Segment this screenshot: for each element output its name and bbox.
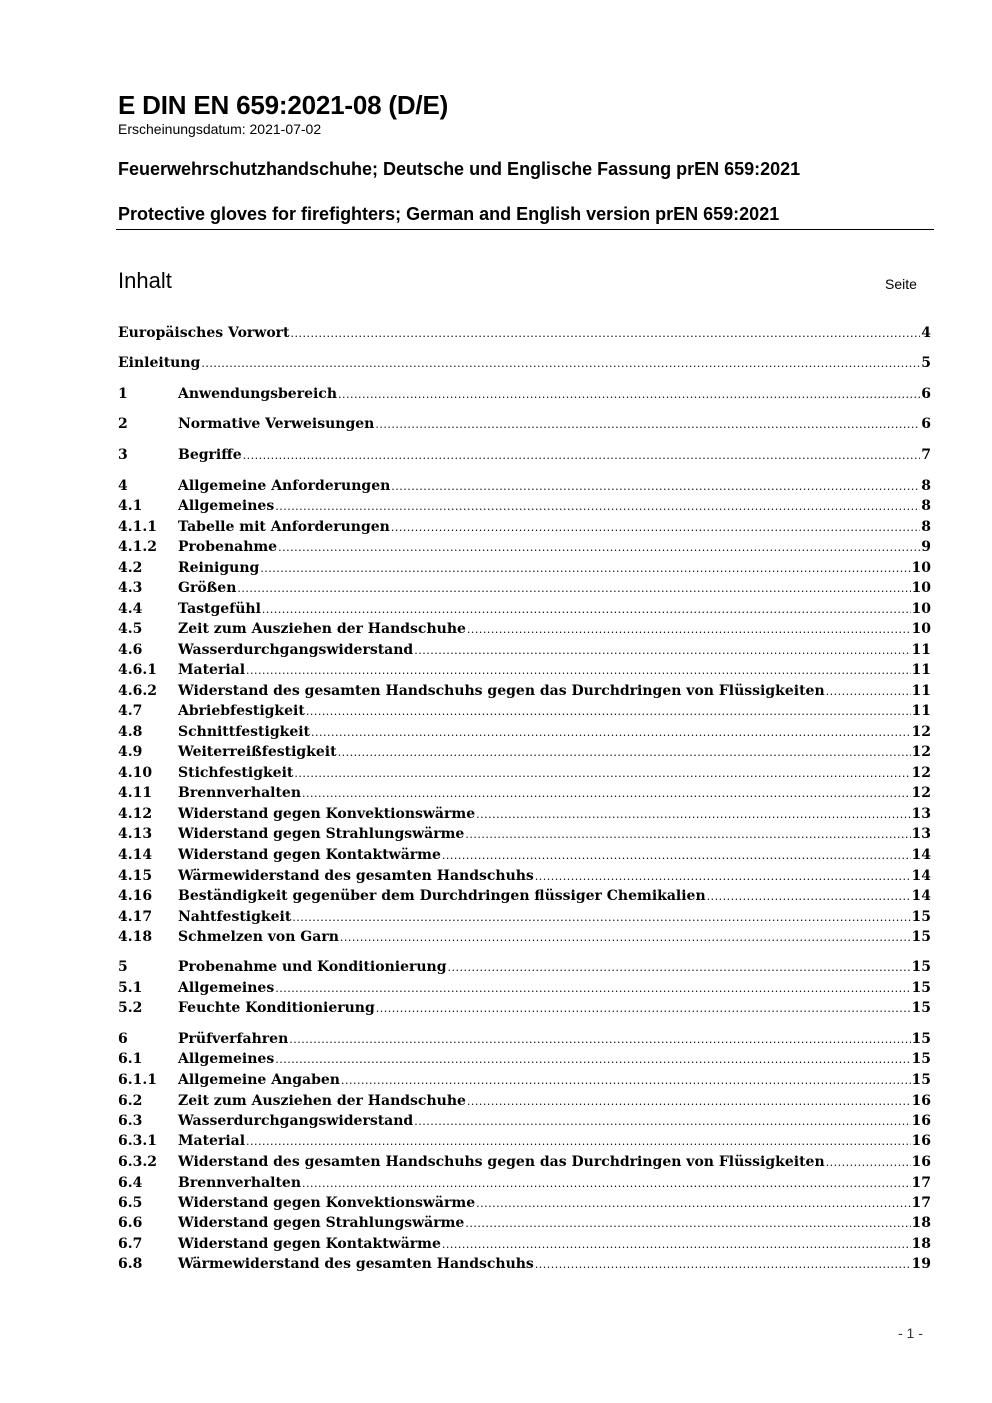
toc-entry-page: 18 bbox=[911, 1215, 931, 1231]
toc-entry[interactable] bbox=[118, 847, 931, 867]
toc-entry-number: 4.9 bbox=[118, 744, 143, 760]
toc-entry-title: Widerstand gegen Strahlungswärme bbox=[178, 1215, 465, 1231]
toc-entry-page: 8 bbox=[921, 498, 931, 514]
toc-entry-title: Widerstand gegen Konvektionswärme bbox=[178, 806, 476, 822]
toc-entry-number: 4.6.2 bbox=[118, 683, 157, 699]
toc-entry-page: 5 bbox=[921, 355, 931, 371]
title-english: Protective gloves for firefighters; German and English version prEN 659:2021 bbox=[118, 204, 780, 224]
toc-entry-page: 14 bbox=[911, 868, 931, 884]
toc-entry-number: 6.8 bbox=[118, 1256, 143, 1272]
toc-dot-leader bbox=[275, 982, 910, 995]
toc-entry[interactable] bbox=[118, 539, 931, 559]
toc-dot-leader bbox=[442, 849, 911, 862]
toc-entry-title: Schnittfestigkeit bbox=[178, 724, 311, 740]
toc-entry-number: 4.2 bbox=[118, 560, 143, 576]
toc-entry[interactable] bbox=[118, 909, 931, 929]
toc-entry-number: 6.1.1 bbox=[118, 1072, 157, 1088]
toc-dot-leader bbox=[278, 541, 920, 554]
toc-entry-number: 2 bbox=[118, 416, 128, 432]
toc-entry-number: 4.12 bbox=[118, 806, 153, 822]
toc-entry-number: 5.1 bbox=[118, 980, 143, 996]
toc-dot-leader bbox=[338, 746, 911, 759]
toc-entry[interactable] bbox=[118, 980, 931, 1000]
toc-entry[interactable] bbox=[118, 724, 931, 744]
toc-dot-leader bbox=[535, 1258, 911, 1271]
toc-dot-leader bbox=[476, 808, 910, 821]
toc-entry-title: Allgemeine Angaben bbox=[178, 1072, 340, 1088]
toc-entry-title: Größen bbox=[178, 580, 237, 596]
toc-entry-page: 12 bbox=[911, 765, 931, 781]
toc-entry-page: 13 bbox=[911, 826, 931, 842]
toc-dot-leader bbox=[391, 521, 920, 534]
toc-dot-leader bbox=[289, 1033, 910, 1046]
toc-entry-page: 10 bbox=[911, 621, 931, 637]
toc-heading: Inhalt bbox=[118, 268, 172, 293]
toc-entry-number: 6.2 bbox=[118, 1093, 143, 1109]
toc-entry-page: 14 bbox=[911, 888, 931, 904]
toc-entry-page: 19 bbox=[911, 1256, 931, 1272]
toc-entry-title: Widerstand gegen Kontaktwärme bbox=[178, 847, 441, 863]
toc-entry-number: 4.11 bbox=[118, 785, 153, 801]
toc-entry-page: 12 bbox=[911, 744, 931, 760]
toc-entry-number: 4.1.2 bbox=[118, 539, 157, 555]
toc-entry[interactable] bbox=[118, 386, 931, 406]
title-german: Feuerwehrschutzhandschuhe; Deutsche und Englische Fassung prEN 659:2021 bbox=[118, 159, 801, 179]
toc-entry-number: 5.2 bbox=[118, 1000, 143, 1016]
toc-entry-title: Allgemeine Anforderungen bbox=[178, 478, 391, 494]
toc-entry-page: 11 bbox=[911, 662, 931, 678]
toc-entry[interactable] bbox=[118, 1154, 931, 1174]
toc-entry[interactable] bbox=[118, 744, 931, 764]
toc-entry[interactable] bbox=[118, 447, 931, 467]
toc-dot-leader bbox=[275, 1053, 910, 1066]
toc-entry-number: 6.5 bbox=[118, 1195, 143, 1211]
toc-entry-title: Einleitung bbox=[118, 355, 201, 371]
toc-entry[interactable] bbox=[118, 868, 931, 888]
toc-entry[interactable] bbox=[118, 806, 931, 826]
toc-entry[interactable] bbox=[118, 1215, 931, 1235]
toc-entry-title: Abriebfestigkeit bbox=[178, 703, 305, 719]
toc-entry-title: Widerstand gegen Konvektionswärme bbox=[178, 1195, 476, 1211]
toc-entry-number: 3 bbox=[118, 447, 128, 463]
toc-dot-leader bbox=[292, 911, 910, 924]
toc-entry-number: 4.17 bbox=[118, 909, 153, 925]
toc-entry-title: Probenahme und Konditionierung bbox=[178, 959, 447, 975]
toc-entry[interactable] bbox=[118, 1072, 931, 1092]
toc-dot-leader bbox=[302, 1177, 911, 1190]
toc-entry[interactable] bbox=[118, 1133, 931, 1153]
toc-entry[interactable] bbox=[118, 826, 931, 846]
toc-entry[interactable] bbox=[118, 601, 931, 621]
toc-dot-leader bbox=[465, 1217, 910, 1230]
toc-dot-leader bbox=[476, 1197, 910, 1210]
toc-entry-number: 4.4 bbox=[118, 601, 143, 617]
toc-entry-title: Zeit zum Ausziehen der Handschuhe bbox=[178, 1093, 466, 1109]
toc-dot-leader bbox=[375, 418, 920, 431]
toc-entry-title: Allgemeines bbox=[178, 980, 275, 996]
toc-entry-title: Brennverhalten bbox=[178, 785, 302, 801]
toc-dot-leader bbox=[338, 388, 920, 401]
toc-entry[interactable] bbox=[118, 785, 931, 805]
toc-entry-page: 8 bbox=[921, 519, 931, 535]
toc-entry-number: 1 bbox=[118, 386, 128, 402]
toc-entry-number: 4.8 bbox=[118, 724, 143, 740]
toc-entry-page: 15 bbox=[911, 1000, 931, 1016]
toc-entry-title: Europäisches Vorwort bbox=[118, 325, 290, 341]
toc-entry[interactable] bbox=[118, 765, 931, 785]
toc-entry-title: Widerstand gegen Strahlungswärme bbox=[178, 826, 465, 842]
toc-entry-number: 4.6.1 bbox=[118, 662, 157, 678]
toc-entry-title: Brennverhalten bbox=[178, 1175, 302, 1191]
toc-entry-title: Wärmewiderstand des gesamten Handschuhs bbox=[178, 1256, 534, 1272]
toc-entry[interactable] bbox=[118, 642, 931, 662]
toc-entry-number: 4.6 bbox=[118, 642, 143, 658]
toc-dot-leader bbox=[465, 828, 910, 841]
toc-entry[interactable] bbox=[118, 580, 931, 600]
toc-dot-leader bbox=[341, 1074, 911, 1087]
toc-entry-page: 6 bbox=[921, 386, 931, 402]
toc-entry-page: 15 bbox=[911, 909, 931, 925]
toc-entry-page: 17 bbox=[911, 1195, 931, 1211]
toc-entry[interactable] bbox=[118, 959, 931, 979]
toc-entry-number: 4.1.1 bbox=[118, 519, 157, 535]
toc-entry[interactable] bbox=[118, 325, 931, 345]
toc-dot-leader bbox=[311, 726, 910, 739]
toc-entry-title: Widerstand des gesamten Handschuhs gegen das Durchdringen von Flüssigkeiten bbox=[178, 1154, 825, 1170]
toc-dot-leader bbox=[306, 705, 911, 718]
toc-dot-leader bbox=[243, 449, 921, 462]
toc-entry-page: 11 bbox=[911, 642, 931, 658]
toc-entry-title: Wasserdurchgangswiderstand bbox=[178, 1113, 414, 1129]
toc-entry-page: 12 bbox=[911, 724, 931, 740]
toc-dot-leader bbox=[201, 357, 920, 370]
toc-entry[interactable] bbox=[118, 703, 931, 723]
toc-entry-page: 15 bbox=[911, 1031, 931, 1047]
toc-entry-page: 14 bbox=[911, 847, 931, 863]
toc-entry-number: 6.1 bbox=[118, 1051, 143, 1067]
toc-entry-page: 15 bbox=[911, 1051, 931, 1067]
toc-entry-page: 15 bbox=[911, 959, 931, 975]
toc-dot-leader bbox=[826, 685, 911, 698]
toc-entry-title: Feuchte Konditionierung bbox=[178, 1000, 375, 1016]
toc-entry-title: Anwendungsbereich bbox=[178, 386, 337, 402]
toc-entry[interactable] bbox=[118, 1236, 931, 1256]
toc-entry-number: 6.7 bbox=[118, 1236, 143, 1252]
toc-entry-title: Wasserdurchgangswiderstand bbox=[178, 642, 414, 658]
toc-entry-title: Widerstand des gesamten Handschuhs gegen das Durchdringen von Flüssigkeiten bbox=[178, 683, 825, 699]
toc-entry[interactable] bbox=[118, 621, 931, 641]
toc-entry-title: Stichfestigkeit bbox=[178, 765, 294, 781]
toc-page-label: Seite bbox=[885, 276, 917, 292]
toc-entry[interactable] bbox=[118, 355, 931, 375]
toc-dot-leader bbox=[707, 890, 911, 903]
toc-entry-number: 6.3 bbox=[118, 1113, 143, 1129]
toc-entry-number: 4.10 bbox=[118, 765, 153, 781]
toc-entry-page: 15 bbox=[911, 980, 931, 996]
toc-entry[interactable] bbox=[118, 1051, 931, 1071]
toc-entry-page: 16 bbox=[911, 1133, 931, 1149]
toc-entry-number: 4.16 bbox=[118, 888, 153, 904]
toc-entry-page: 10 bbox=[911, 580, 931, 596]
toc-entry-page: 17 bbox=[911, 1175, 931, 1191]
toc-entry-page: 4 bbox=[921, 325, 931, 341]
toc-dot-leader bbox=[302, 787, 911, 800]
toc-entry-page: 11 bbox=[911, 703, 931, 719]
toc-entry-title: Weiterreißfestigkeit bbox=[178, 744, 337, 760]
toc-dot-leader bbox=[467, 623, 911, 636]
toc-entry-number: 6.6 bbox=[118, 1215, 143, 1231]
toc-entry-page: 10 bbox=[911, 601, 931, 617]
toc-entry[interactable] bbox=[118, 888, 931, 908]
toc-entry-page: 16 bbox=[911, 1154, 931, 1170]
toc-entry-number: 4.18 bbox=[118, 929, 153, 945]
toc-entry-title: Widerstand gegen Kontaktwärme bbox=[178, 1236, 441, 1252]
toc-entry[interactable] bbox=[118, 1175, 931, 1195]
toc-entry-title: Begriffe bbox=[178, 447, 242, 463]
toc-dot-leader bbox=[275, 500, 920, 513]
toc-dot-leader bbox=[414, 1115, 910, 1128]
toc-entry-number: 4.13 bbox=[118, 826, 153, 842]
toc-entry-page: 6 bbox=[921, 416, 931, 432]
toc-entry-title: Material bbox=[178, 662, 246, 678]
toc-entry-title: Schmelzen von Garn bbox=[178, 929, 339, 945]
toc-entry-number: 6.3.1 bbox=[118, 1133, 157, 1149]
toc-entry-number: 4.14 bbox=[118, 847, 153, 863]
toc-entry-title: Wärmewiderstand des gesamten Handschuhs bbox=[178, 868, 534, 884]
toc-entry-number: 6.4 bbox=[118, 1175, 143, 1191]
toc-entry-page: 13 bbox=[911, 806, 931, 822]
toc-entry-page: 16 bbox=[911, 1093, 931, 1109]
toc-entry-page: 15 bbox=[911, 929, 931, 945]
toc-entry-title: Material bbox=[178, 1133, 246, 1149]
toc-entry-title: Normative Verweisungen bbox=[178, 416, 375, 432]
toc-entry-page: 7 bbox=[921, 447, 931, 463]
toc-entry-title: Beständigkeit gegenüber dem Durchdringen flüssiger Chemikalien bbox=[178, 888, 706, 904]
toc-entry[interactable] bbox=[118, 929, 931, 949]
toc-entry-title: Probenahme bbox=[178, 539, 278, 555]
toc-entry-page: 15 bbox=[911, 1072, 931, 1088]
toc-dot-leader bbox=[246, 664, 910, 677]
toc-entry[interactable] bbox=[118, 560, 931, 580]
toc-entry[interactable] bbox=[118, 1195, 931, 1215]
toc-dot-leader bbox=[376, 1002, 911, 1015]
toc-entry[interactable] bbox=[118, 416, 931, 436]
toc-dot-leader bbox=[237, 582, 910, 595]
toc-entry[interactable] bbox=[118, 662, 931, 682]
toc-entry-title: Allgemeines bbox=[178, 1051, 275, 1067]
toc-entry-number: 4.5 bbox=[118, 621, 143, 637]
toc-entry-title: Nahtfestigkeit bbox=[178, 909, 292, 925]
toc-entry-title: Allgemeines bbox=[178, 498, 275, 514]
toc-dot-leader bbox=[826, 1156, 911, 1169]
toc-entry-page: 11 bbox=[911, 683, 931, 699]
publication-date: Erscheinungsdatum: 2021-07-02 bbox=[118, 121, 322, 137]
page-number: - 1 - bbox=[898, 1325, 923, 1341]
toc-entry-page: 16 bbox=[911, 1113, 931, 1129]
toc-entry-number: 4.1 bbox=[118, 498, 143, 514]
toc-entry-title: Reinigung bbox=[178, 560, 260, 576]
toc-dot-leader bbox=[291, 327, 921, 340]
toc-entry[interactable] bbox=[118, 478, 931, 498]
toc-entry-number: 6.3.2 bbox=[118, 1154, 157, 1170]
toc-entry-title: Tastgefühl bbox=[178, 601, 261, 617]
toc-entry-page: 8 bbox=[921, 478, 931, 494]
toc-dot-leader bbox=[294, 767, 910, 780]
toc-dot-leader bbox=[391, 480, 920, 493]
toc-entry-number: 6 bbox=[118, 1031, 128, 1047]
toc-dot-leader bbox=[260, 562, 910, 575]
toc-dot-leader bbox=[442, 1238, 911, 1251]
toc-entry-page: 12 bbox=[911, 785, 931, 801]
document-title: E DIN EN 659:2021-08 (D/E) bbox=[118, 90, 449, 120]
toc-dot-leader bbox=[246, 1135, 910, 1148]
toc-entry[interactable] bbox=[118, 1256, 931, 1276]
toc-entry-page: 18 bbox=[911, 1236, 931, 1252]
toc-dot-leader bbox=[467, 1095, 911, 1108]
toc-entry-number: 4.3 bbox=[118, 580, 143, 596]
toc-entry-title: Tabelle mit Anforderungen bbox=[178, 519, 390, 535]
toc-entry[interactable] bbox=[118, 1031, 931, 1051]
toc-entry[interactable] bbox=[118, 498, 931, 518]
toc-entry-title: Prüfverfahren bbox=[178, 1031, 289, 1047]
toc-dot-leader bbox=[448, 961, 911, 974]
toc-entry[interactable] bbox=[118, 519, 931, 539]
toc-entry-page: 10 bbox=[911, 560, 931, 576]
toc-entry-number: 4.7 bbox=[118, 703, 143, 719]
toc-dot-leader bbox=[535, 870, 911, 883]
toc-entry-number: 5 bbox=[118, 959, 128, 975]
toc-dot-leader bbox=[340, 931, 911, 944]
toc-entry[interactable] bbox=[118, 683, 931, 703]
toc-entry-page: 9 bbox=[921, 539, 931, 555]
toc-entry[interactable] bbox=[118, 1000, 931, 1020]
toc-entry-number: 4.15 bbox=[118, 868, 153, 884]
toc-entry[interactable] bbox=[118, 1093, 931, 1113]
toc-entry[interactable] bbox=[118, 1113, 931, 1133]
toc-entry-number: 4 bbox=[118, 478, 128, 494]
toc-entry-title: Zeit zum Ausziehen der Handschuhe bbox=[178, 621, 466, 637]
toc-dot-leader bbox=[262, 603, 911, 616]
toc-dot-leader bbox=[414, 644, 910, 657]
